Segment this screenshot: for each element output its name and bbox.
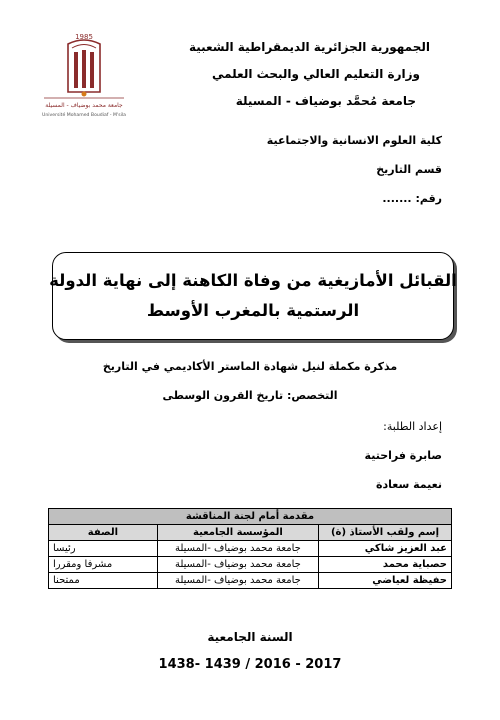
jury-name: عبد العزيز شاكي: [319, 541, 452, 557]
university-logo: [38, 28, 130, 120]
student-name-1: صابرة فراحتية: [364, 449, 442, 462]
academic-year-label: السنة الجامعية: [207, 630, 293, 644]
university-name: جامعة مُحمَّد بوضياف - المسيلة: [235, 94, 416, 108]
faculty-name: كلية العلوم الانسانية والاجتماعية: [266, 134, 442, 147]
jury-institution: جامعة محمد بوضياف -المسيلة: [157, 541, 318, 557]
academic-year-value: 1438- 1439 / 2016 - 2017: [158, 657, 342, 672]
student-name-2: نعيمة سعادة: [376, 478, 442, 491]
table-row: [49, 573, 452, 589]
table-row: [49, 541, 452, 557]
jury-role: رئيسا: [49, 541, 158, 557]
jury-role: مشرفا ومقررا: [49, 557, 158, 573]
jury-table: [48, 508, 452, 589]
jury-institution: جامعة محمد بوضياف -المسيلة: [157, 557, 318, 573]
logo-year: 1985: [75, 33, 93, 41]
jury-caption: مقدمة أمام لجنة المناقشة: [49, 509, 452, 525]
students-label: إعداد الطلبة:: [383, 420, 442, 433]
logo-name-ar: جامعة محمد بوضياف - المسيلة: [45, 102, 123, 109]
table-row: [49, 557, 452, 573]
ministry-name: وزارة التعليم العالي والبحث العلمي: [211, 67, 420, 81]
jury-role: ممتحنا: [49, 573, 158, 589]
jury-header-name: إسم ولقب الأستاذ (ة): [319, 525, 452, 541]
specialty: التخصص: تاريخ القرون الوسطى: [162, 389, 338, 402]
thesis-title-line1: القبائل الأمازيغية من وفاة الكاهنة إلى نهاية الدولة: [49, 271, 457, 290]
reference-number: رقم: .......: [382, 192, 442, 205]
thesis-subtitle: مذكرة مكملة لنيل شهادة الماستر الأكاديمي في التاريخ: [102, 360, 398, 373]
jury-institution: جامعة محمد بوضياف -المسيلة: [157, 573, 318, 589]
logo-name-fr: Université Mohamed Boudiaf - M'sila: [42, 113, 126, 118]
department-name: قسم التاريخ: [376, 163, 442, 176]
jury-name: حصباية محمد: [319, 557, 452, 573]
thesis-title-box: [49, 252, 457, 340]
thesis-title-line2: الرستمية بالمغرب الأوسط: [146, 301, 360, 320]
country-name: الجمهورية الجزائرية الديمقراطية الشعبية: [188, 40, 430, 54]
jury-name: حفيظة لعياضي: [319, 573, 452, 589]
jury-header-institution: المؤسسة الجامعية: [157, 525, 318, 541]
jury-header-role: الصفة: [49, 525, 158, 541]
